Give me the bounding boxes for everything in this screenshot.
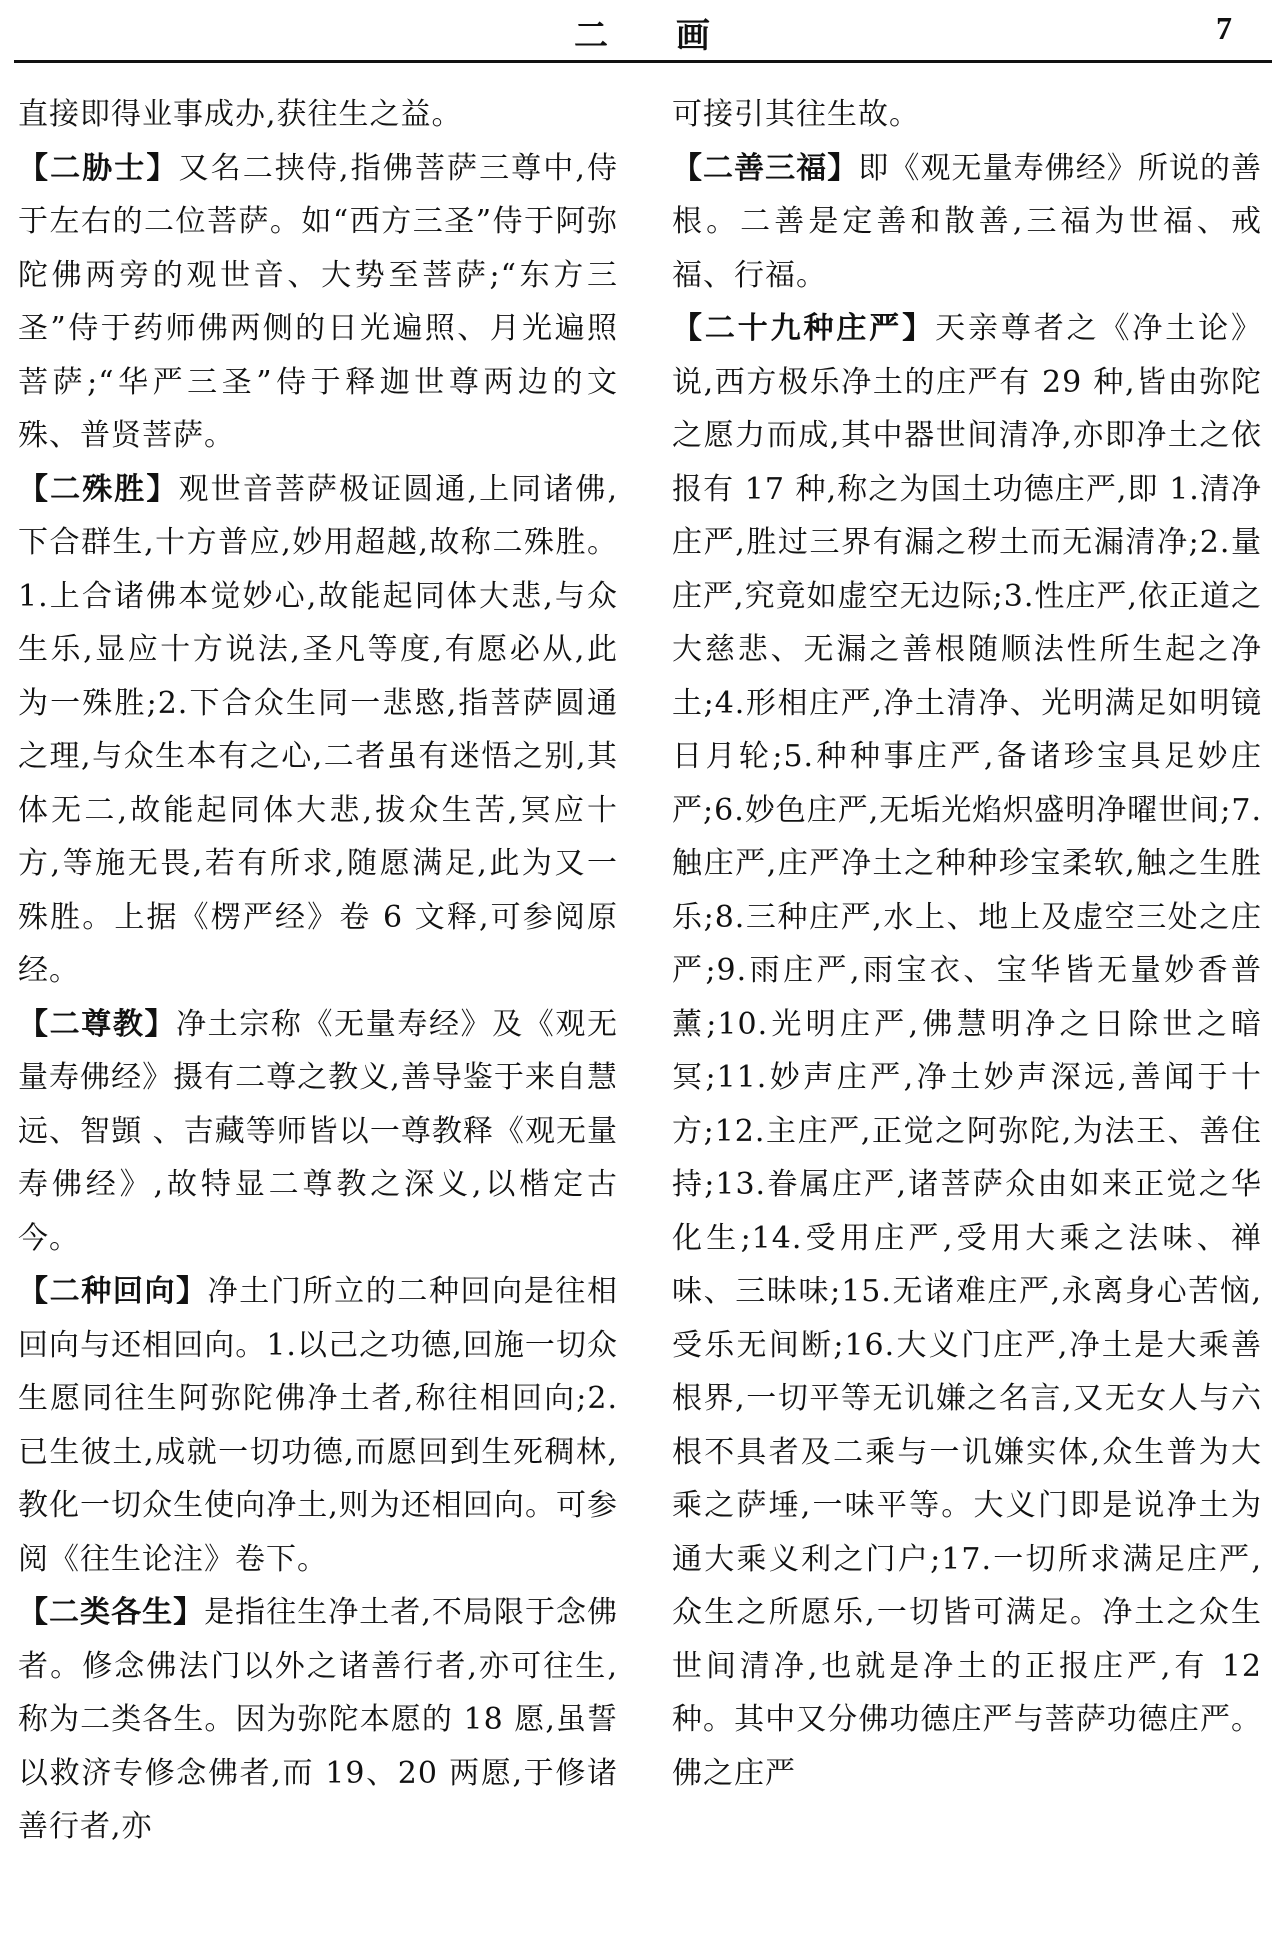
entry-continuation [672,88,1262,142]
entry-continuation [18,88,618,142]
entry [18,1586,618,1854]
entry-text: 即《观无量寿佛经》所说的善根。二善是定善和散善,三福为世福、戒福、行福。 [672,150,1263,293]
entry-term: 【二尊教】 [18,1006,177,1042]
entry-term: 【二种回向】 [18,1274,208,1309]
entry-term: 【二殊胜】 [18,471,179,507]
entry-text: 净土门所立的二种回向是往相回向与还相回向。1.以己之功德,回施一切众生愿同往生阿弥陀佛净土者,称往相回向;2.已生彼土,成就一切功德,而愿回到生死稠林,教化一切众生使向净土,则为还相回向。可参阅《往生论注》卷下。 [18,1274,619,1577]
page-number: 7 [1216,10,1232,46]
entry-term: 【二胁士】 [18,150,179,186]
entry [18,463,618,998]
entry-text: 是指往生净土者,不局限于念佛者。修念佛法门以外之诸善行者,亦可往生,称为二类各生。因为弥陀本愿的 18 愿,虽誓以救济专修念佛者,而 19、20 两愿,于修诸善行者,亦 [18,1595,619,1844]
entry-text: 可接引其往生故。 [672,97,920,132]
entry [672,142,1262,303]
entry-text: 天亲尊者之《净土论》说,西方极乐净土的庄严有 29 种,皆由弥陀之愿力而成,其中器世间清净,亦即净土之依报有 17 种,称之为国土功德庄严,即 1.清净庄严,胜过三界有漏之秽土而无漏清净;2.量庄严,究竟如虚空无边际;3.性庄严,依正道之大慈悲、无漏之善根随顺法性所生起之净土;4.形相庄严,净土清净、光明满足如明镜日月轮;5.种种事庄严,备诸珍宝具足妙庄严;6.妙色庄严,无垢光焰炽盛明净曜世间;7.触庄严,庄严净土之种种珍宝柔软,触之生胜乐;8.三种庄严,水上、地上及虚空三处之庄严;9.雨庄严,雨宝衣、宝华皆无量妙香普薰;10.光明庄严,佛慧明净之日除世之暗冥;11.妙声庄严,净土妙声深远,善闻于十方;12.主庄严,正觉之阿弥陀,为法王、善住持;13.眷属庄严,诸菩萨众由如来正觉之华化生;14.受用庄严,受用大乘之法味、禅味、三昧味;15.无诸难庄严,永离身心苦恼,受乐无间断;16.大义门庄严,净土是大乘善根界,一切平等无讥嫌之名言,又无女人与六根不具者及二乘与一讥嫌实体,众生普为大乘之萨埵,一味平等。大义门即是说净土为通大乘义利之门户;17.一切所求满足庄严,众生之所愿乐,一切皆可满足。净土之众生世间清净,也就是净土的正报庄严,有 12 种。其中又分佛功德庄严与菩萨功德庄严。佛之庄严 [672,311,1263,1791]
page-header [14,0,1272,63]
right-column [672,88,1262,1800]
entry [672,302,1262,1800]
entry-text: 净土宗称《无量寿经》及《观无量寿佛经》摄有二尊之教义,善导鉴于来自慧远、智顗 、吉藏等师皆以一尊教释《观无量寿佛经》,故特显二尊教之深义,以楷定古今。 [18,1006,619,1256]
entry [18,1265,618,1586]
entry [18,998,618,1266]
entry [18,142,618,463]
entry-text: 观世音菩萨极证圆通,上同诸佛,下合群生,十方普应,妙用超越,故称二殊胜。1.上合诸佛本觉妙心,故能起同体大悲,与众生乐,显应十方说法,圣凡等度,有愿必从,此为一殊胜;2.下合众生同一悲愍,指菩萨圆通之理,与众生本有之心,二者虽有迷悟之别,其体无二,故能起同体大悲,拔众生苦,冥应十方,等施无畏,若有所求,随愿满足,此为又一殊胜。上据《楞严经》卷 6 文释,可参阅原经。 [18,471,619,988]
entry-text: 又名二挟侍,指佛菩萨三尊中,侍于左右的二位菩萨。如“西方三圣”侍于阿弥陀佛两旁的观世音、大势至菩萨;“东方三圣”侍于药师佛两侧的日光遍照、月光遍照菩萨;“华严三圣”侍于释迦世尊两边的文殊、普贤菩萨。 [18,150,619,453]
entry-text: 直接即得业事成办,获往生之益。 [18,97,463,132]
entry-term: 【二十九种庄严】 [672,311,936,346]
entry-term: 【二善三福】 [672,150,859,186]
section-title: 二 画 [574,16,738,56]
left-column [18,88,618,1854]
entry-term: 【二类各生】 [18,1595,205,1630]
